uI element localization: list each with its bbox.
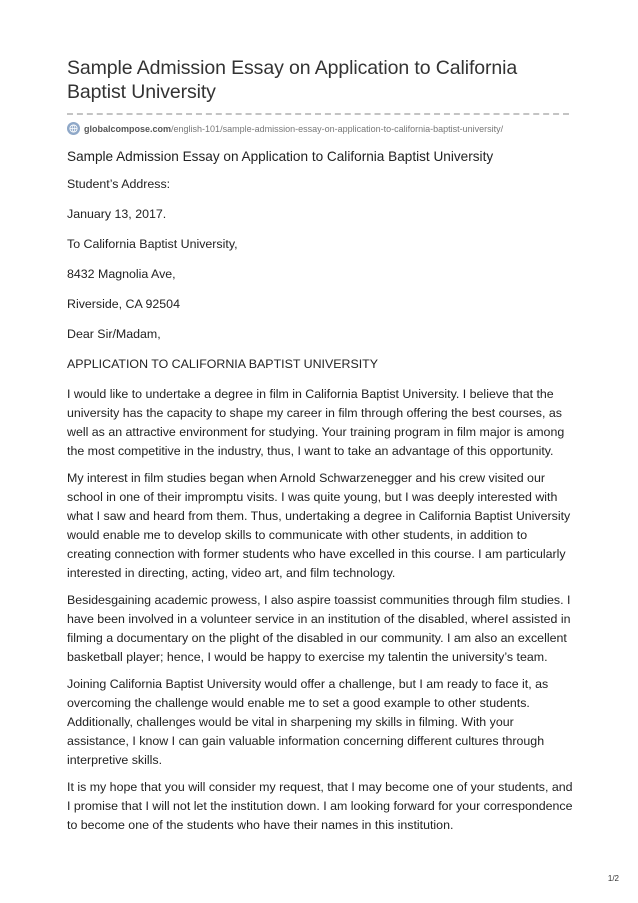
salutation: Dear Sir/Madam,	[67, 327, 161, 341]
paragraph-3: Besidesgaining academic prowess, I also aspire toassist communities through film studies. I have been involved in a volunteer service in an institution of the disabled, whereI assisted in filming a documentary on the plight of the disabled in our community. I am also an excellent basketball player; hence, I would be happy to exercise my talentin the university’s team.	[67, 593, 571, 664]
letter-date: January 13, 2017.	[67, 207, 167, 221]
source-path[interactable]: /english-101/sample-admission-essay-on-application-to-california-baptist-university/	[171, 123, 504, 134]
source-link[interactable]	[67, 122, 573, 135]
subject-line: APPLICATION TO CALIFORNIA BAPTIST UNIVERSITY	[67, 357, 378, 371]
city-line: Riverside, CA 92504	[67, 297, 180, 311]
recipient-line: To California Baptist University,	[67, 237, 238, 251]
document-title: Sample Admission Essay on Application to California Baptist University	[67, 57, 518, 103]
globe-icon	[67, 122, 80, 135]
title-divider	[67, 113, 569, 115]
paragraph-2: My interest in film studies began when Arnold Schwarzenegger and his crew visited our school in one of their impromptu visits. I was quite young, but I was deeply interested with what I saw and heard from them. Thus, undertaking a degree in California Baptist University would enable me to develop skills to communicate with other students, in addition to creating connection with former students who have excelled in this course. I am particularly interested in directing, acting, video art, and film technology.	[67, 471, 571, 580]
source-domain[interactable]: globalcompose.com	[84, 123, 172, 134]
essay-heading: Sample Admission Essay on Application to California Baptist University	[67, 149, 494, 164]
paragraph-1: I would like to undertake a degree in film in California Baptist University. I believe that the university has the capacity to shape my career in film through offering the best courses, as well as an attractive environment for studying. Your training program in film major is among the most competitive in the industry, thus, I want to take an advantage of this opportunity.	[67, 387, 565, 458]
paragraph-4: Joining California Baptist University would offer a challenge, but I am ready to face it, as overcoming the challenge would enable me to set a good example to other students. Additionally, challenges would be vital in sharpening my skills in filming. With your assistance, I know I can gain valuable information concerning different cultures through interpretive skills.	[67, 677, 549, 767]
page-number: 1/2	[607, 874, 619, 883]
paragraph-5: It is my hope that you will consider my request, that I may become one of your students, and I promise that I will not let the institution down. I am looking forward for your correspondence to become one of the students who have their names in this institution.	[67, 780, 573, 832]
document-page	[67, 56, 573, 843]
address-label: Student’s Address:	[67, 177, 171, 191]
street-line: 8432 Magnolia Ave,	[67, 267, 176, 281]
essay-content	[67, 147, 573, 835]
